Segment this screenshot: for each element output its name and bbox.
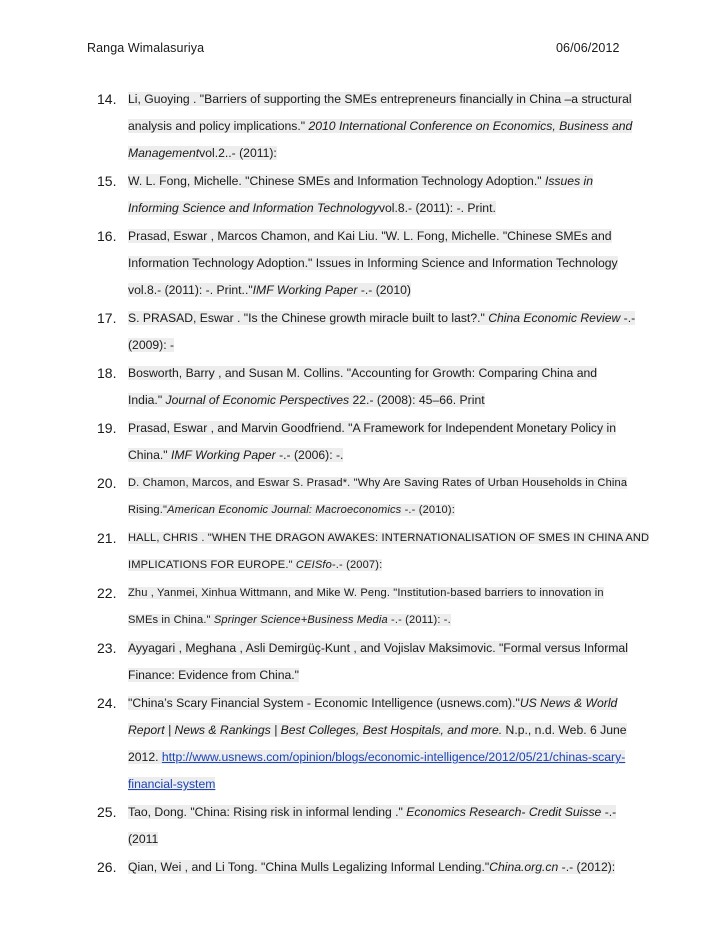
reference-line: [128, 662, 646, 689]
reference-line: [128, 580, 646, 607]
reference-line: [128, 387, 646, 414]
reference-line: [128, 250, 646, 277]
reference-text: India.": [128, 393, 166, 407]
reference-url-link[interactable]: financial-system: [128, 777, 216, 791]
reference-item: [0, 223, 646, 304]
reference-item: [0, 305, 646, 359]
reference-text: -.- (2012):: [558, 860, 616, 874]
reference-source-title: IMF Working Paper: [170, 448, 276, 462]
reference-line: [128, 799, 646, 826]
header-author: Ranga Wimalasuriya: [87, 41, 205, 55]
reference-line: [128, 168, 646, 195]
reference-text: Ayyagari , Meghana , Asli Demirgüç-Kunt , and Vojislav Maksimovic. "Formal versus Informal: [128, 641, 628, 655]
reference-text: Li, Guoying . "Barriers of supporting the SMEs entrepreneurs financially in China –a structural: [128, 92, 632, 106]
reference-source-title: Springer Science+Business Media: [213, 614, 388, 626]
reference-item: [0, 799, 646, 853]
reference-item: [0, 854, 646, 881]
reference-item: [0, 635, 646, 689]
reference-line: [128, 195, 646, 222]
reference-list: [0, 86, 728, 882]
reference-url-link[interactable]: http://www.usnews.com/opinion/blogs/economic-intelligence/2012/05/21/chinas-scary-: [161, 750, 626, 764]
reference-text: (2011: [128, 832, 159, 846]
reference-text: -.-: [620, 311, 636, 325]
reference-source-title: 2010 International Conference on Economics, Business and: [308, 119, 633, 133]
reference-text: Information Technology Adoption." Issues in Informing Science and Information Technology: [128, 256, 618, 270]
reference-number: 20.: [97, 475, 117, 491]
reference-line: [128, 470, 646, 497]
reference-number: 19.: [97, 420, 117, 436]
reference-text: -.- (2011): -.: [387, 614, 451, 626]
reference-number: 21.: [97, 530, 117, 546]
reference-number: 15.: [97, 173, 117, 189]
reference-line: [128, 690, 646, 717]
reference-source-title: US News & World: [519, 696, 618, 710]
reference-number: 26.: [97, 859, 117, 875]
reference-item: [0, 415, 646, 469]
reference-text: Tao, Dong. "China: Rising risk in informal lending .": [128, 805, 407, 819]
reference-number: 24.: [97, 695, 117, 711]
reference-line: [128, 140, 646, 167]
reference-text: Rising.": [128, 504, 168, 516]
reference-source-title: Report | News & Rankings | Best Colleges, Best Hospitals, and more.: [128, 723, 503, 737]
reference-text: Bosworth, Barry , and Susan M. Collins. "Accounting for Growth: Comparing China and: [128, 366, 598, 380]
reference-text: IMPLICATIONS FOR EUROPE.": [128, 559, 296, 571]
reference-line: [128, 305, 646, 332]
reference-text: -.- (2006): -.: [275, 448, 344, 462]
reference-text: "China’s Scary Financial System - Economic Intelligence (usnews.com).": [128, 696, 520, 710]
reference-line: [128, 552, 646, 579]
reference-text: analysis and policy implications.": [128, 119, 309, 133]
reference-line: [128, 744, 646, 771]
reference-line: [128, 223, 646, 250]
reference-source-title: Issues in: [544, 174, 594, 188]
reference-item: [0, 580, 646, 634]
reference-text: 2012.: [128, 750, 162, 764]
reference-text: N.p., n.d. Web. 6 June: [502, 723, 627, 737]
reference-text: -.- (2010):: [401, 504, 455, 516]
reference-source-title: IMF Working Paper: [252, 283, 358, 297]
reference-text: Zhu , Yanmei, Xinhua Wittmann, and Mike W. Peng. "Institution-based barriers to innovation in: [128, 587, 604, 599]
reference-source-title: Economics Research- Credit Suisse: [406, 805, 602, 819]
reference-text: China.": [128, 448, 171, 462]
reference-text: 22.- (2008): 45–66. Print: [349, 393, 485, 407]
reference-source-title: Informing Science and Information Technology: [128, 201, 379, 215]
reference-source-title: Journal of Economic Perspectives: [165, 393, 350, 407]
reference-text: Qian, Wei , and Li Tong. "China Mulls Legalizing Informal Lending.": [128, 860, 490, 874]
reference-text: W. L. Fong, Michelle. "Chinese SMEs and Information Technology Adoption.": [128, 174, 545, 188]
reference-text: S. PRASAD, Eswar . "Is the Chinese growth miracle built to last?.": [128, 311, 489, 325]
reference-number: 16.: [97, 228, 117, 244]
reference-line: [128, 113, 646, 140]
reference-text: -.-: [601, 805, 617, 819]
reference-text: -.- (2007):: [331, 559, 383, 571]
reference-line: [128, 497, 646, 524]
reference-text: Prasad, Eswar , and Marvin Goodfriend. "A Framework for Independent Monetary Policy in: [128, 421, 616, 435]
reference-text: vol.2..- (2011):: [199, 146, 277, 160]
reference-text: Prasad, Eswar , Marcos Chamon, and Kai Liu. "W. L. Fong, Michelle. "Chinese SMEs and: [128, 229, 612, 243]
reference-number: 17.: [97, 310, 117, 326]
reference-text: vol.8.- (2011): -. Print..": [128, 283, 253, 297]
reference-line: [128, 86, 646, 113]
reference-line: [128, 360, 646, 387]
reference-source-title: American Economic Journal: Macroeconomics: [167, 504, 402, 516]
reference-number: 23.: [97, 640, 117, 656]
reference-line: [128, 854, 646, 881]
reference-line: [128, 277, 646, 304]
reference-line: [128, 442, 646, 469]
reference-text: HALL, CHRIS . "WHEN THE DRAGON AWAKES: INTERNATIONALISATION OF SMES IN CHINA AND: [128, 532, 650, 544]
reference-text: D. Chamon, Marcos, and Eswar S. Prasad*. "Why Are Saving Rates of Urban Households in China: [128, 477, 628, 489]
reference-line: [128, 717, 646, 744]
header-date: 06/06/2012: [556, 41, 620, 55]
reference-text: SMEs in China.": [128, 614, 214, 626]
reference-line: [128, 635, 646, 662]
reference-line: [128, 415, 646, 442]
reference-text: vol.8.- (2011): -. Print.: [378, 201, 496, 215]
reference-text: (2009): -: [128, 338, 175, 352]
reference-line: [128, 525, 650, 552]
reference-number: 18.: [97, 365, 117, 381]
reference-source-title: Management: [128, 146, 200, 160]
reference-line: [128, 332, 646, 359]
reference-source-title: China.org.cn: [489, 860, 559, 874]
reference-source-title: CEISfo: [295, 559, 332, 571]
reference-text: -.- (2010): [357, 283, 411, 297]
reference-source-title: China Economic Review: [488, 311, 621, 325]
reference-line: [128, 771, 646, 798]
reference-item: [0, 86, 646, 167]
reference-number: 25.: [97, 804, 117, 820]
reference-text: Finance: Evidence from China.": [128, 668, 299, 682]
reference-item: [0, 168, 646, 222]
reference-item: [0, 360, 646, 414]
reference-number: 14.: [97, 91, 117, 107]
reference-item: [0, 690, 646, 798]
reference-line: [128, 607, 646, 634]
reference-line: [128, 826, 646, 853]
reference-item: [0, 470, 646, 524]
reference-item: [0, 525, 650, 579]
reference-number: 22.: [97, 585, 117, 601]
